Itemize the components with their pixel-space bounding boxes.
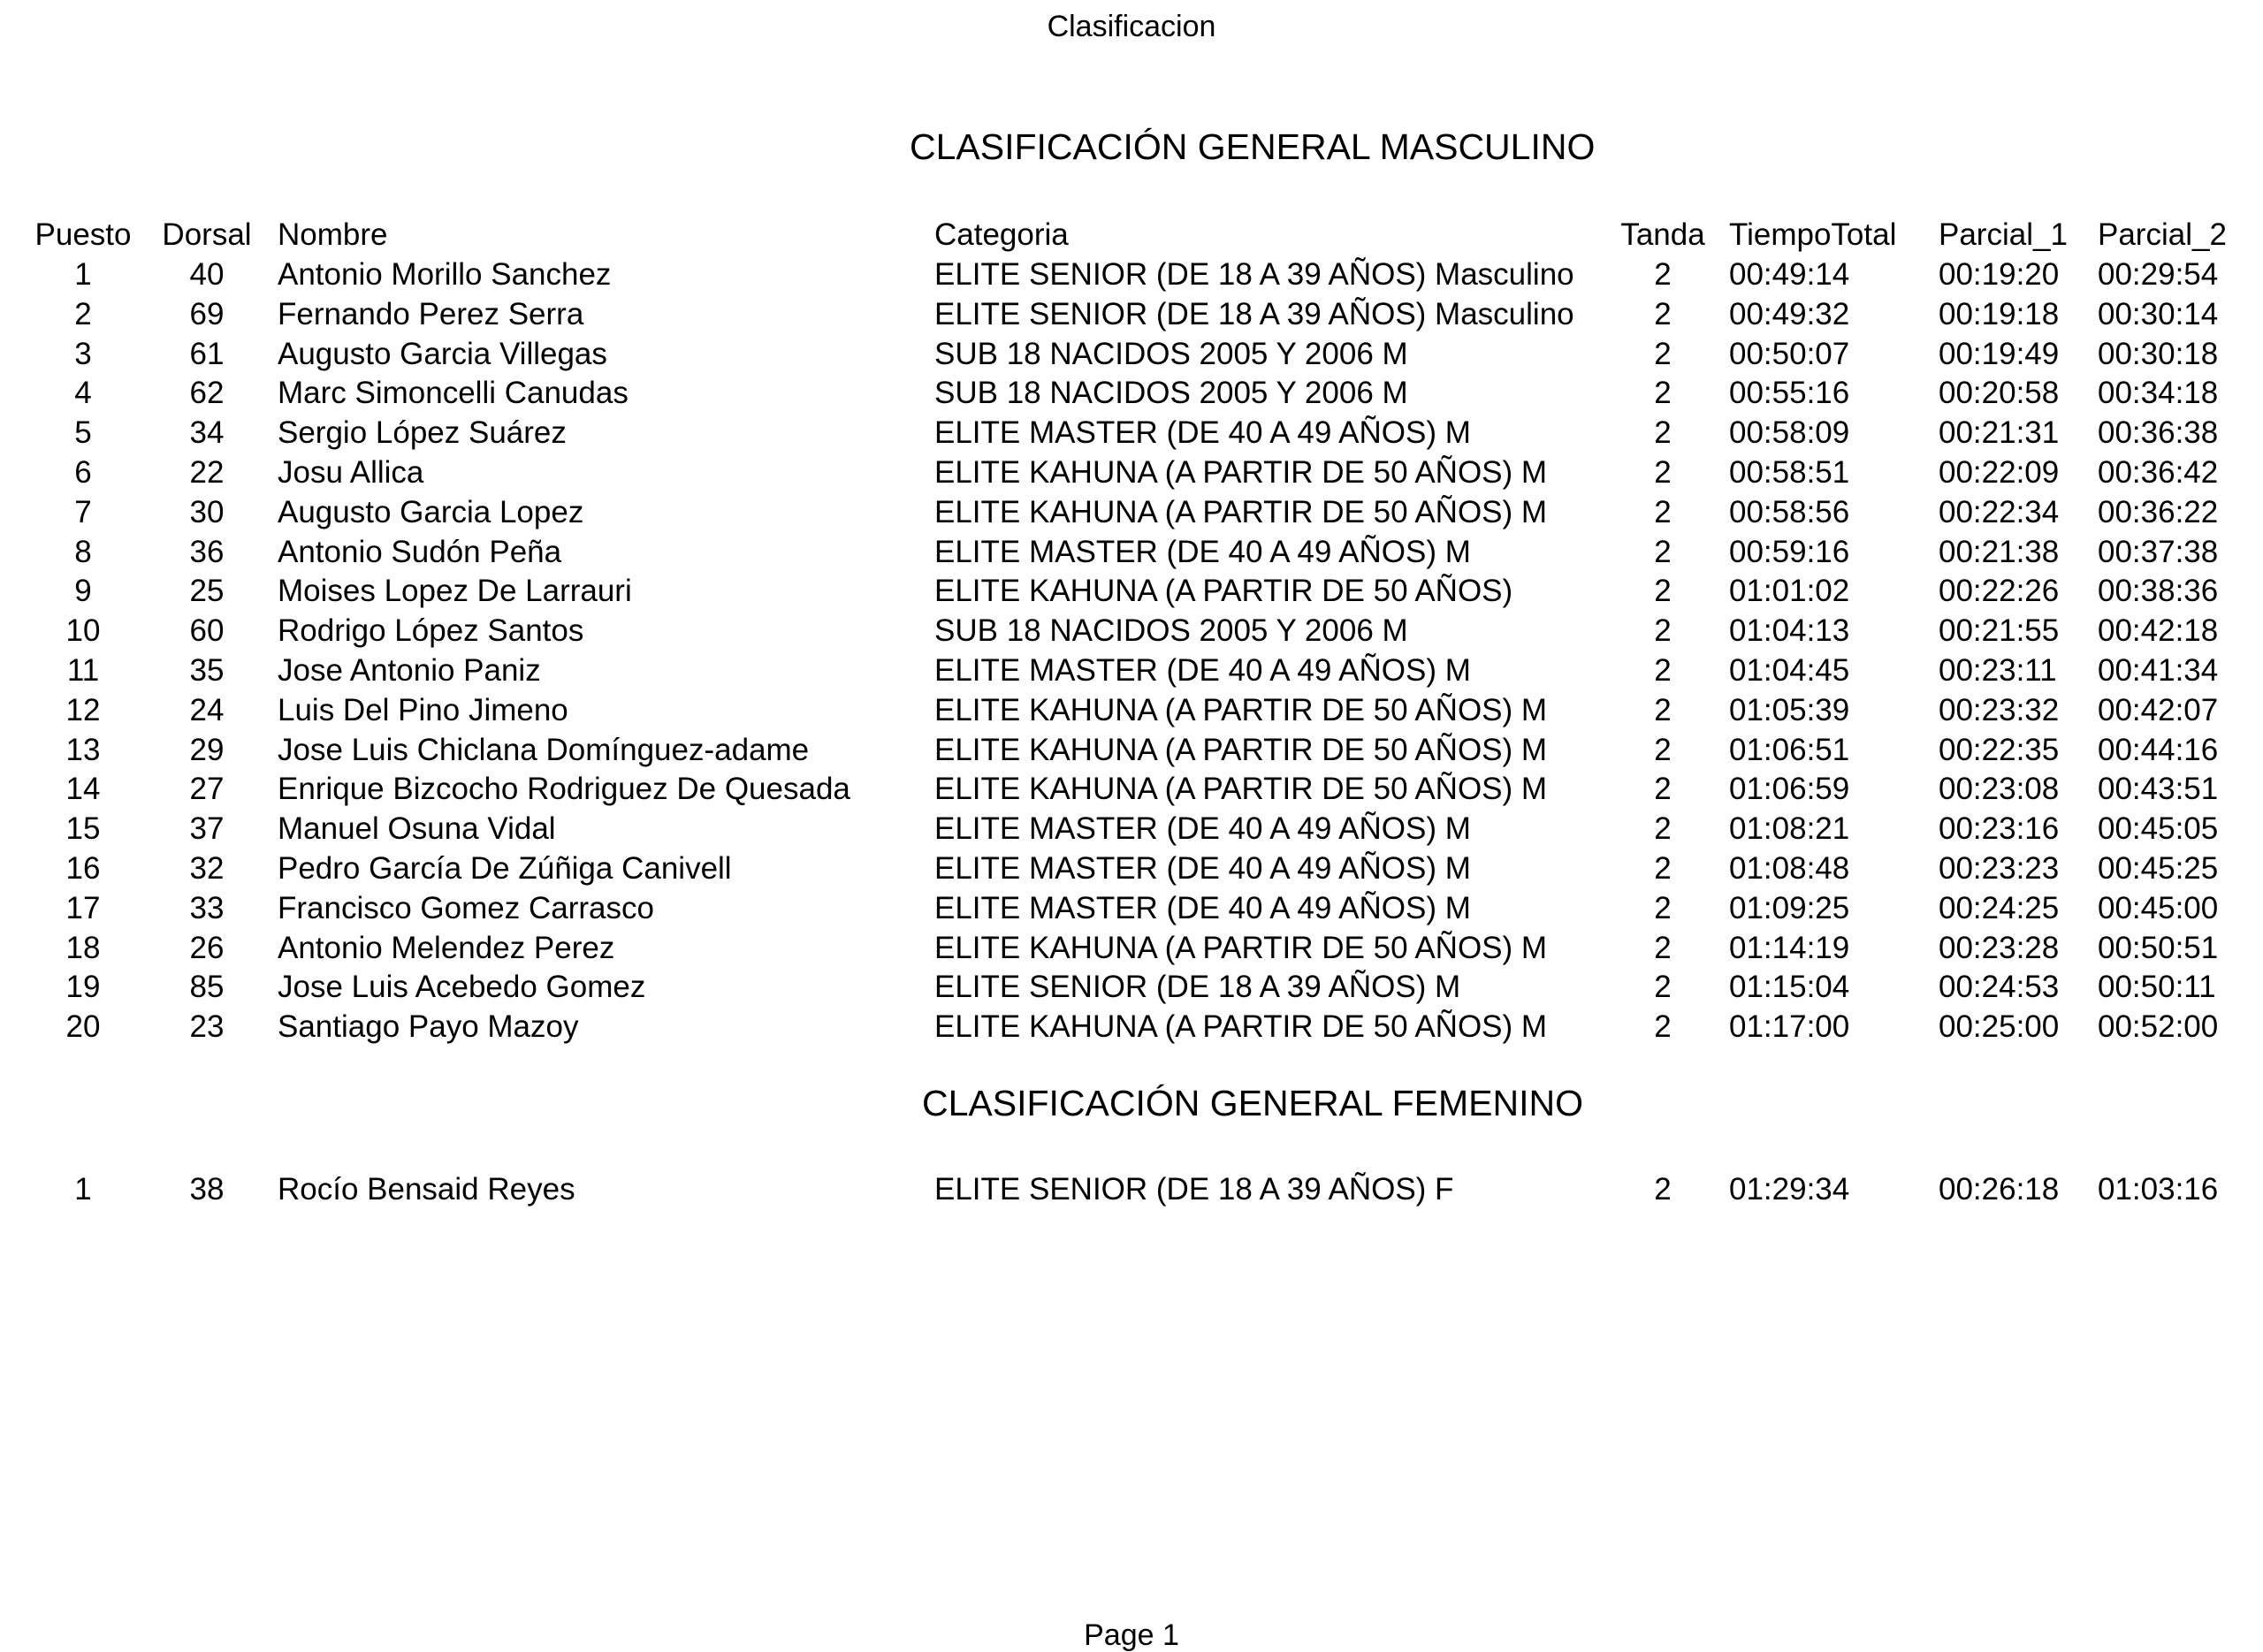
cell-parcial-2: 00:42:18 [2098,613,2219,649]
cell-dorsal: 24 [189,692,225,727]
cell-categoria: ELITE KAHUNA (A PARTIR DE 50 AÑOS) M [934,692,1548,727]
cell-nombre: Pedro García De Zúñiga Canivell [278,851,732,886]
cell-categoria: ELITE MASTER (DE 40 A 49 AÑOS) M [934,653,1471,688]
cell-parcial-2: 00:37:38 [2098,534,2219,569]
col-header-dorsal: Dorsal [162,217,252,252]
cell-tanda: 2 [1654,336,1672,371]
cell-nombre: Fernando Perez Serra [278,296,584,331]
cell-parcial-2: 00:30:18 [2098,336,2219,371]
cell-categoria: ELITE KAHUNA (A PARTIR DE 50 AÑOS) M [934,772,1548,807]
cell-puesto: 1 [74,257,92,292]
cell-parcial-1: 00:19:18 [1939,296,2060,331]
cell-puesto: 16 [65,851,101,886]
page-footer: Page 1 [1084,1618,1179,1652]
col-header-parcial-2: Parcial_2 [2098,217,2227,252]
cell-tanda: 2 [1654,574,1672,609]
cell-nombre: Antonio Melendez Perez [278,930,615,965]
cell-dorsal: 62 [189,376,225,411]
cell-tiempo-total: 01:14:19 [1729,930,1850,965]
cell-categoria: ELITE KAHUNA (A PARTIR DE 50 AÑOS) M [934,455,1548,490]
cell-categoria: ELITE MASTER (DE 40 A 49 AÑOS) M [934,415,1471,451]
cell-dorsal: 36 [189,534,225,569]
cell-nombre: Augusto Garcia Lopez [278,494,584,529]
cell-puesto: 19 [65,970,101,1005]
cell-tanda: 2 [1654,257,1672,292]
cell-categoria: SUB 18 NACIDOS 2005 Y 2006 M [934,336,1408,371]
cell-puesto: 2 [74,296,92,331]
section-title-femenino: CLASIFICACIÓN GENERAL FEMENINO [922,1083,1583,1123]
cell-parcial-1: 00:22:35 [1939,732,2060,767]
col-header-tanda: Tanda [1620,217,1705,252]
cell-tiempo-total: 01:15:04 [1729,970,1850,1005]
cell-tiempo-total: 00:58:56 [1729,494,1850,529]
cell-dorsal: 29 [189,732,225,767]
cell-nombre: Sergio López Suárez [278,415,567,451]
cell-tanda: 2 [1654,415,1672,451]
cell-parcial-2: 00:45:05 [2098,811,2219,847]
cell-tiempo-total: 00:59:16 [1729,534,1850,569]
cell-parcial-1: 00:24:53 [1939,970,2060,1005]
cell-nombre: Luis Del Pino Jimeno [278,692,568,727]
cell-dorsal: 34 [189,415,225,451]
cell-tanda: 2 [1654,890,1672,925]
cell-tiempo-total: 01:06:51 [1729,732,1850,767]
cell-nombre: Jose Antonio Paniz [278,653,541,688]
cell-puesto: 9 [74,574,92,609]
cell-puesto: 1 [74,1172,92,1207]
cell-parcial-1: 00:23:08 [1939,772,2060,807]
cell-tiempo-total: 01:01:02 [1729,574,1850,609]
cell-dorsal: 37 [189,811,225,847]
cell-puesto: 11 [66,653,100,688]
cell-parcial-1: 00:20:58 [1939,376,2060,411]
cell-dorsal: 27 [189,772,225,807]
cell-parcial-1: 00:23:28 [1939,930,2060,965]
cell-dorsal: 26 [189,930,225,965]
cell-tiempo-total: 00:58:09 [1729,415,1850,451]
cell-nombre: Antonio Sudón Peña [278,534,562,569]
cell-categoria: ELITE KAHUNA (A PARTIR DE 50 AÑOS) M [934,1009,1548,1045]
cell-parcial-2: 00:42:07 [2098,692,2219,727]
col-header-parcial-1: Parcial_1 [1939,217,2068,252]
col-header-tiempo-total: TiempoTotal [1729,217,1897,252]
cell-puesto: 12 [65,692,101,727]
cell-puesto: 6 [74,455,92,490]
cell-tanda: 2 [1654,376,1672,411]
cell-categoria: ELITE KAHUNA (A PARTIR DE 50 AÑOS) [934,574,1513,609]
cell-tiempo-total: 01:17:00 [1729,1009,1850,1045]
cell-parcial-1: 00:23:16 [1939,811,2060,847]
cell-parcial-1: 00:23:11 [1939,653,2057,688]
cell-dorsal: 25 [189,574,225,609]
cell-tanda: 2 [1654,296,1672,331]
cell-nombre: Manuel Osuna Vidal [278,811,556,847]
cell-parcial-1: 00:23:23 [1939,851,2060,886]
cell-categoria: ELITE MASTER (DE 40 A 49 AÑOS) M [934,534,1471,569]
cell-parcial-2: 00:43:51 [2098,772,2219,807]
cell-dorsal: 23 [189,1009,225,1045]
cell-parcial-1: 00:21:55 [1939,613,2060,649]
cell-parcial-2: 00:29:54 [2098,257,2219,292]
cell-parcial-2: 00:41:34 [2098,653,2219,688]
cell-tiempo-total: 00:55:16 [1729,376,1850,411]
cell-tanda: 2 [1654,455,1672,490]
cell-tanda: 2 [1654,613,1672,649]
cell-dorsal: 30 [189,494,225,529]
cell-parcial-2: 00:38:36 [2098,574,2219,609]
cell-puesto: 18 [65,930,101,965]
cell-tiempo-total: 01:09:25 [1729,890,1850,925]
cell-parcial-2: 00:52:00 [2098,1009,2219,1045]
cell-parcial-2: 00:45:00 [2098,890,2219,925]
cell-parcial-2: 00:50:11 [2098,970,2216,1005]
cell-categoria: ELITE MASTER (DE 40 A 49 AÑOS) M [934,851,1471,886]
cell-nombre: Santiago Payo Mazoy [278,1009,579,1045]
cell-parcial-1: 00:25:00 [1939,1009,2060,1045]
cell-dorsal: 60 [189,613,225,649]
cell-tiempo-total: 01:04:45 [1729,653,1850,688]
cell-tanda: 2 [1654,930,1672,965]
cell-nombre: Antonio Morillo Sanchez [278,257,612,292]
cell-nombre: Josu Allica [278,455,424,490]
cell-nombre: Moises Lopez De Larrauri [278,574,632,609]
section-title-masculino: CLASIFICACIÓN GENERAL MASCULINO [910,126,1596,167]
cell-tanda: 2 [1654,970,1672,1005]
cell-parcial-2: 00:44:16 [2098,732,2219,767]
cell-dorsal: 69 [189,296,225,331]
col-header-puesto: Puesto [34,217,132,252]
cell-tanda: 2 [1654,732,1672,767]
cell-categoria: ELITE SENIOR (DE 18 A 39 AÑOS) Masculino [934,257,1574,292]
cell-parcial-2: 00:34:18 [2098,376,2219,411]
cell-tanda: 2 [1654,494,1672,529]
cell-puesto: 15 [65,811,101,847]
cell-parcial-1: 00:22:34 [1939,494,2060,529]
cell-dorsal: 40 [189,257,225,292]
cell-tanda: 2 [1654,653,1672,688]
cell-tiempo-total: 01:08:48 [1729,851,1850,886]
cell-tiempo-total: 00:49:32 [1729,296,1850,331]
cell-puesto: 4 [74,376,92,411]
cell-parcial-2: 00:30:14 [2098,296,2219,331]
cell-parcial-2: 00:36:42 [2098,455,2219,490]
cell-parcial-2: 00:36:22 [2098,494,2219,529]
cell-dorsal: 32 [189,851,225,886]
cell-tiempo-total: 01:04:13 [1729,613,1850,649]
cell-dorsal: 38 [189,1172,225,1207]
cell-nombre: Rodrigo López Santos [278,613,584,649]
cell-nombre: Francisco Gomez Carrasco [278,890,654,925]
cell-categoria: ELITE KAHUNA (A PARTIR DE 50 AÑOS) M [934,494,1548,529]
cell-parcial-2: 01:03:16 [2098,1172,2219,1207]
cell-nombre: Marc Simoncelli Canudas [278,376,629,411]
cell-tanda: 2 [1654,772,1672,807]
cell-parcial-1: 00:24:25 [1939,890,2060,925]
cell-nombre: Rocío Bensaid Reyes [278,1172,575,1207]
cell-puesto: 20 [65,1009,101,1045]
cell-dorsal: 35 [189,653,225,688]
cell-parcial-1: 00:26:18 [1939,1172,2060,1207]
cell-tiempo-total: 01:05:39 [1729,692,1850,727]
cell-parcial-1: 00:23:32 [1939,692,2060,727]
cell-tiempo-total: 00:50:07 [1729,336,1850,371]
cell-dorsal: 33 [189,890,225,925]
cell-parcial-2: 00:45:25 [2098,851,2219,886]
cell-tanda: 2 [1654,1172,1672,1207]
cell-categoria: ELITE SENIOR (DE 18 A 39 AÑOS) F [934,1172,1454,1207]
cell-puesto: 14 [65,772,101,807]
cell-nombre: Jose Luis Acebedo Gomez [278,970,646,1005]
cell-tiempo-total: 01:29:34 [1729,1172,1850,1207]
cell-parcial-1: 00:22:09 [1939,455,2060,490]
cell-nombre: Enrique Bizcocho Rodriguez De Quesada [278,772,850,807]
cell-nombre: Jose Luis Chiclana Domínguez-adame [278,732,810,767]
cell-categoria: ELITE MASTER (DE 40 A 49 AÑOS) M [934,811,1471,847]
cell-parcial-1: 00:22:26 [1939,574,2060,609]
cell-categoria: SUB 18 NACIDOS 2005 Y 2006 M [934,376,1408,411]
cell-categoria: ELITE KAHUNA (A PARTIR DE 50 AÑOS) M [934,930,1548,965]
cell-puesto: 7 [74,494,92,529]
cell-dorsal: 22 [189,455,225,490]
cell-parcial-2: 00:50:51 [2098,930,2219,965]
cell-puesto: 8 [74,534,92,569]
cell-nombre: Augusto Garcia Villegas [278,336,607,371]
cell-categoria: ELITE SENIOR (DE 18 A 39 AÑOS) Masculino [934,296,1574,331]
cell-dorsal: 61 [189,336,225,371]
cell-puesto: 3 [74,336,92,371]
cell-tanda: 2 [1654,692,1672,727]
cell-tanda: 2 [1654,534,1672,569]
cell-parcial-1: 00:21:38 [1939,534,2060,569]
cell-categoria: SUB 18 NACIDOS 2005 Y 2006 M [934,613,1408,649]
cell-tanda: 2 [1654,1009,1672,1045]
cell-puesto: 17 [65,890,101,925]
cell-dorsal: 85 [189,970,225,1005]
cell-tiempo-total: 00:49:14 [1729,257,1850,292]
cell-puesto: 5 [74,415,92,451]
cell-categoria: ELITE SENIOR (DE 18 A 39 AÑOS) M [934,970,1461,1005]
cell-tiempo-total: 01:08:21 [1729,811,1850,847]
cell-parcial-1: 00:21:31 [1939,415,2060,451]
page-header: Clasificacion [1047,10,1216,43]
cell-puesto: 10 [65,613,101,649]
cell-tiempo-total: 01:06:59 [1729,772,1850,807]
cell-parcial-2: 00:36:38 [2098,415,2219,451]
cell-tanda: 2 [1654,811,1672,847]
col-header-nombre: Nombre [278,217,388,252]
cell-parcial-1: 00:19:49 [1939,336,2060,371]
cell-categoria: ELITE KAHUNA (A PARTIR DE 50 AÑOS) M [934,732,1548,767]
cell-parcial-1: 00:19:20 [1939,257,2060,292]
cell-tiempo-total: 00:58:51 [1729,455,1850,490]
col-header-categoria: Categoria [934,217,1069,252]
cell-puesto: 13 [65,732,101,767]
cell-categoria: ELITE MASTER (DE 40 A 49 AÑOS) M [934,890,1471,925]
cell-tanda: 2 [1654,851,1672,886]
